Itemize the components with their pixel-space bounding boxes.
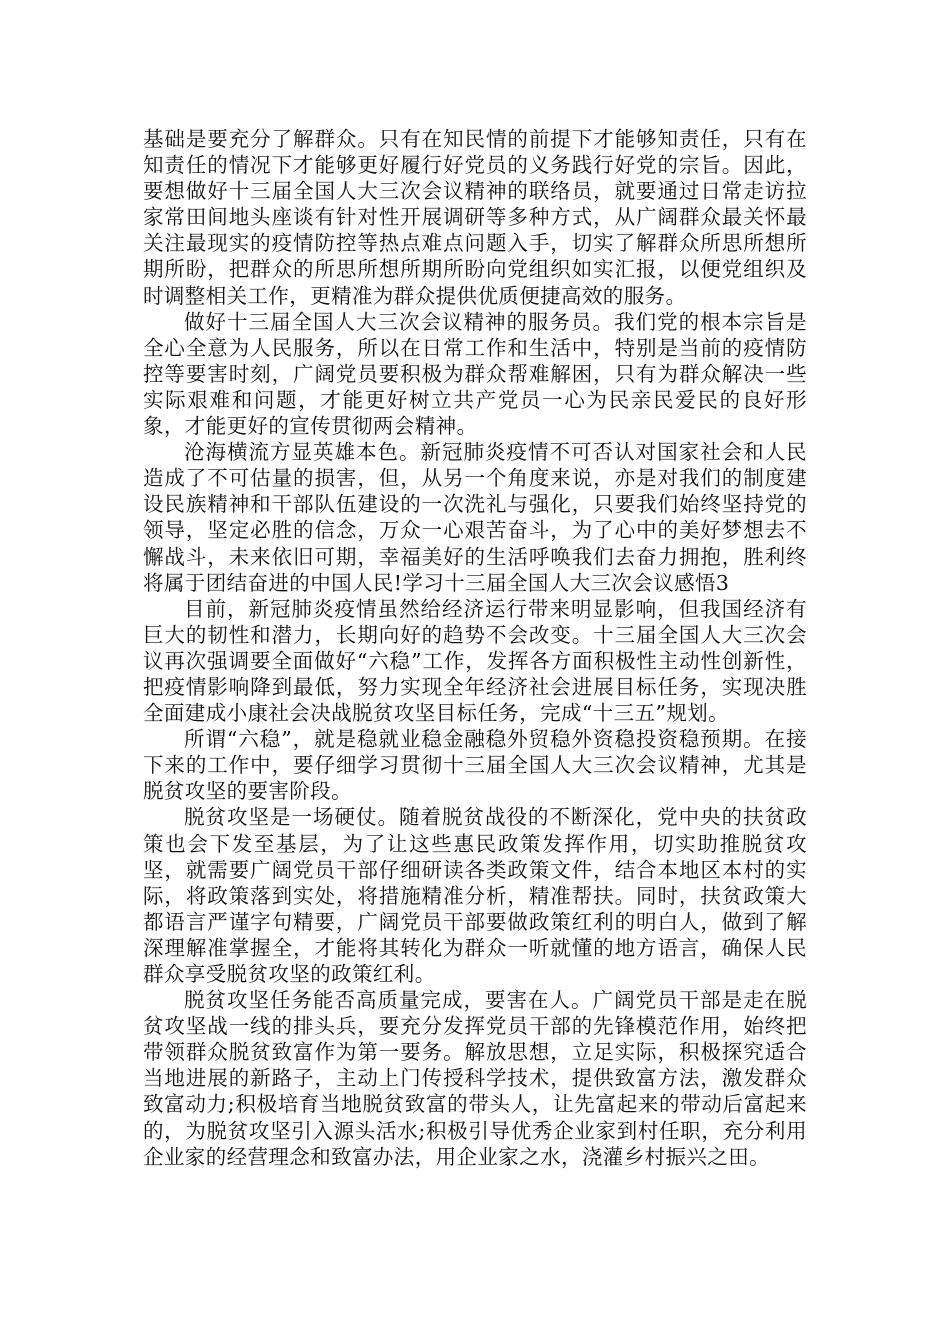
paragraph-4: 目前，新冠肺炎疫情虽然给经济运行带来明显影响，但我国经济有巨大的韧性和潜力，长期向好的趋势不会改变。十三届全国人大三次会议再次强调要全面做好“六稳”工作，发挥各方面积极性主动性创新性，把疫情影响降到最低，努力实现全年经济社会进展目标任务，实现决胜全面建成小康社会决战脱贫攻坚目标任务，完成“十三五”规划。 bbox=[143, 596, 807, 726]
paragraph-1: 基础是要充分了解群众。只有在知民情的前提下才能够知责任，只有在知责任的情况下才能够更好履行好党员的义务践行好党的宗旨。因此，要想做好十三届全国人大三次会议精神的联络员，就要通过日常走访拉家常田间地头座谈有针对性开展调研等多种方式，从广阔群众最关怀最关注最现实的疫情防控等热点难点问题入手，切实了解群众所思所想所期所盼，把群众的所思所想所期所盼向党组织如实汇报，以便党组织及时调整相关工作，更精准为群众提供优质便捷高效的服务。 bbox=[143, 127, 807, 308]
paragraph-3: 沧海横流方显英雄本色。新冠肺炎疫情不可否认对国家社会和人民造成了不可估量的损害，但，从另一个角度来说，亦是对我们的制度建设民族精神和干部队伍建设的一次洗礼与强化，只要我们始终坚持党的领导，坚定必胜的信念，万众一心艰苦奋斗，为了心中的美好梦想去不懈战斗，未来依旧可期，幸福美好的生活呼唤我们去奋力拥抱，胜利终将属于团结奋进的中国人民!学习十三届全国人大三次会议感悟3 bbox=[143, 440, 807, 595]
paragraph-6: 脱贫攻坚是一场硬仗。随着脱贫战役的不断深化，党中央的扶贫政策也会下发至基层，为了让这些惠民政策发挥作用，切实助推脱贫攻坚，就需要广阔党员干部仔细研读各类政策文件，结合本地区本村的实际，将政策落到实处，将措施精准分析，精准帮扶。同时，扶贫政策大都语言严谨字句精要，广阔党员干部要做政策红利的明白人，做到了解深理解准掌握全，才能将其转化为群众一听就懂的地方语言，确保人民群众享受脱贫攻坚的政策红利。 bbox=[143, 805, 807, 986]
document-body bbox=[143, 126, 807, 1170]
paragraph-2: 做好十三届全国人大三次会议精神的服务员。我们党的根本宗旨是全心全意为人民服务，所以在日常工作和生活中，特别是当前的疫情防控等要害时刻，广阔党员要积极为群众帮难解困，只有为群众解决一些实际艰难和问题，才能更好树立共产党员一心为民亲民爱民的良好形象，才能更好的宣传贯彻两会精神。 bbox=[143, 309, 807, 439]
paragraph-5: 所谓“六稳”，就是稳就业稳金融稳外贸稳外资稳投资稳预期。在接下来的工作中，要仔细学习贯彻十三届全国人大三次会议精神，尤其是脱贫攻坚的要害阶段。 bbox=[143, 727, 807, 804]
paragraph-7: 脱贫攻坚任务能否高质量完成，要害在人。广阔党员干部是走在脱贫攻坚战一线的排头兵，要充分发挥党员干部的先锋模范作用，始终把带领群众脱贫致富作为第一要务。解放思想，立足实际，积极探究适合当地进展的新路子，主动上门传授科学技术，提供致富方法，激发群众致富动力;积极培育当地脱贫致富的带头人，让先富起来的带动后富起来的，为脱贫攻坚引入源头活水;积极引导优秀企业家到村任职，充分利用企业家的经营理念和致富办法，用企业家之水，浇灌乡村振兴之田。 bbox=[143, 988, 807, 1169]
